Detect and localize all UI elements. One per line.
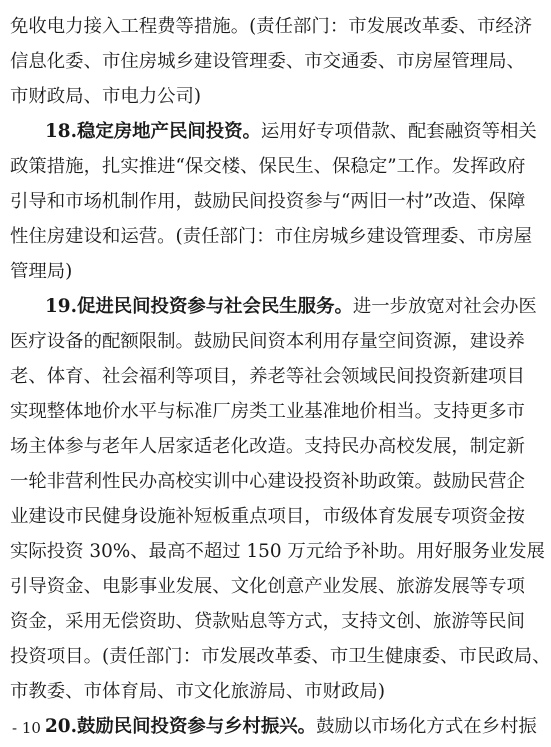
text-line [10, 537, 545, 567]
text-segment: 业建设市民健身设施补短板重点项目，市级体育发展专项资金按 [10, 506, 525, 527]
text-line [10, 12, 533, 42]
text-line [10, 572, 525, 602]
text-segment: 场主体参与老年人居家适老化改造。支持民办高校发展，制定新 [10, 436, 525, 457]
text-segment: 市教委、市体育局、市文化旅游局、市财政局) [10, 681, 385, 702]
text-line [10, 607, 525, 637]
section-heading-18: 18.稳定房地产民间投资。 [45, 121, 261, 142]
text-segment: 资金，采用无偿资助、贷款贴息等方式，支持文创、旅游等民间 [10, 611, 525, 632]
text-line [10, 82, 492, 112]
text-line [45, 117, 537, 147]
text-segment: 一轮非营利性民办高校实训中心建设投资补助政策。鼓励民营企 [10, 471, 525, 492]
text-segment: 医疗设备的配额限制。鼓励民间资本利用存量空间资源，建设养 [10, 331, 525, 352]
text-line [10, 642, 551, 672]
text-segment: 政策措施，扎实推进“保交楼、保民生、保稳定”工作。发挥政府 [10, 156, 526, 177]
section-heading-19: 19.促进民间投资参与社会民生服务。 [45, 296, 353, 317]
text-line [10, 432, 525, 462]
text-segment: 进一步放宽对社会办医 [352, 296, 537, 317]
text-line [10, 257, 492, 287]
text-line [10, 397, 525, 427]
page-number: - 10 - [12, 719, 51, 737]
section-heading-20: 20.鼓励民间投资参与乡村振兴。 [45, 716, 317, 737]
text-segment: 引导和市场机制作用，鼓励民间投资参与“两旧一村”改造、保障 [10, 191, 526, 212]
text-segment: 信息化委、市住房城乡建设管理委、市交通委、市房屋管理局、 [10, 51, 525, 72]
text-line [10, 152, 526, 182]
text-line [10, 502, 525, 532]
text-segment: 实现整体地价水平与标准厂房类工业基准地价相当。支持更多市 [10, 401, 525, 422]
text-segment: 免收电力接入工程费等措施。(责任部门：市发展改革委、市经济 [10, 16, 533, 37]
text-line [10, 187, 526, 217]
text-line [10, 362, 525, 392]
text-segment: 老、体育、社会福利等项目，养老等社会领域民间投资新建项目 [10, 366, 525, 387]
text-segment: 引导资金、电影事业发展、文化创意产业发展、旅游发展等专项 [10, 576, 525, 597]
text-line [45, 292, 537, 322]
text-segment: 性住房建设和运营。(责任部门：市住房城乡建设管理委、市房屋 [10, 226, 533, 247]
text-line [10, 327, 525, 357]
text-segment: 市财政局、市电力公司) [10, 86, 202, 107]
text-segment: 实际投资 30%、最高不超过 150 万元给予补助。用好服务业发展 [10, 541, 545, 562]
text-line [10, 222, 533, 252]
text-segment: 投资项目。(责任部门：市发展改革委、市卫生健康委、市民政局、 [10, 646, 551, 667]
text-segment: 运用好专项借款、配套融资等相关 [260, 121, 537, 142]
text-line [10, 677, 492, 707]
text-line [10, 467, 525, 497]
text-line [45, 712, 537, 742]
text-line [10, 47, 525, 77]
text-segment: 鼓励以市场化方式在乡村振 [316, 716, 537, 737]
text-segment: 管理局) [10, 261, 73, 282]
